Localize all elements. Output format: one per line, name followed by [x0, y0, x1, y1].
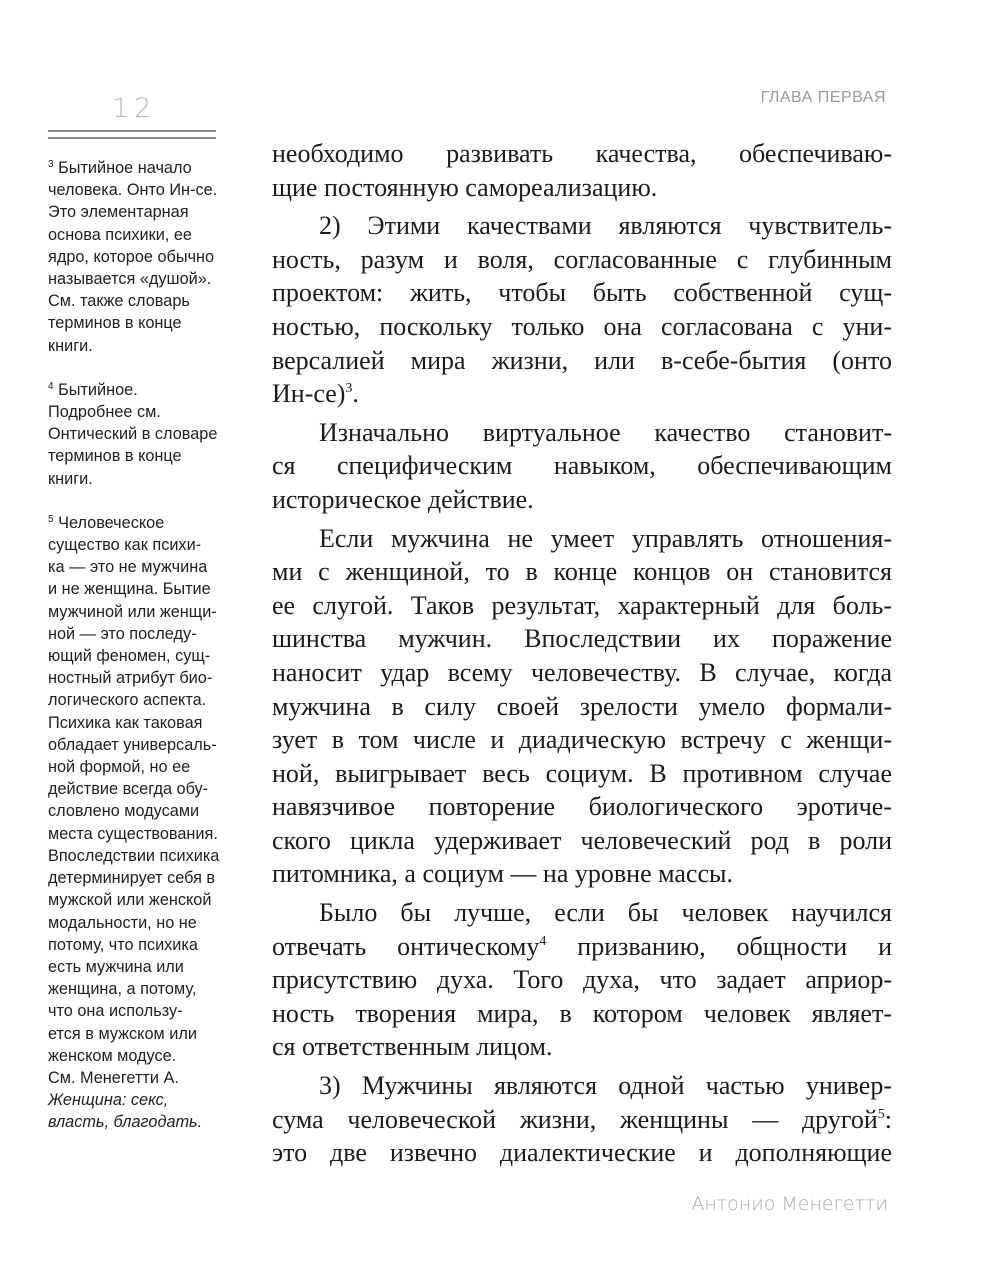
main-text — [272, 137, 892, 1175]
footnote-3: $^3$ Бытийное начало человека. Онто Ин-се. Это элементарная основа психики, ее ядро, которое обычно называется «душой». См. также словарь терминов в конце книги. — [48, 159, 218, 355]
footnote-5: $^5$ Человеческое существо как психи- ка — это не мужчина и не женщина. Бытие мужчиной или женщи- ной — это последу- ющий феномен, сущ- ностный атрибут био- логического аспекта. Психика как таковая обладает универсаль- ной формой, но ее действие всегда обу- словлено модусами места существования. Впоследствии психика детерминирует себя в мужской или женской модальности, но не потому, что психика есть мужчина или женщина, а потому, что она использу- ется в мужском или женском модусе. См. Менегетти А. Женщина: секс, власть, благодать. — [48, 513, 220, 1132]
footnote-ref: 4 — [539, 933, 547, 949]
footer-author: Антонио Менегетти — [691, 1193, 888, 1215]
page-number: 12 — [112, 93, 157, 124]
paragraph: Было бы лучше, если бы человек научился отвечать онтическому$^4$ призванию, общности и присутствию духа. Того духа, что задает априор- ность творения мира, в котором человек являет- ся ответственным лицом. — [272, 898, 892, 1062]
footnote-4: $^4$ Бытийное. Подробнее см. Онтический в словаре терминов в конце книги. — [48, 380, 218, 488]
footnote-marker: 3 — [48, 159, 54, 170]
paragraph: необходимо развивать качества, обеспечиваю- щие постоянную самореализацию. — [272, 139, 892, 202]
paragraph: 2) Этими качествами являются чувствитель- ность, разум и воля, согласованные с глубинным проектом: жить, чтобы быть собственной сущ- ностью, поскольку только она согласована с уни- версалией мира жизни, или в-себе-бытия (онто Ин-се)$^3$. — [272, 211, 892, 409]
header-rule-bottom — [48, 137, 216, 139]
footnote-marker: 4 — [48, 380, 54, 392]
footnote-marker: 5 — [48, 513, 54, 525]
chapter-title: ГЛАВА ПЕРВАЯ — [760, 89, 886, 106]
paragraph: 3) Мужчины являются одной частью универ- сума человеческой жизни, женщины — другой$^5$: это две извечно диалектические и дополняющие — [272, 1071, 892, 1168]
footnote-ref: 5 — [877, 1106, 885, 1122]
header-rule-top — [48, 130, 216, 132]
footnote-ref: 3 — [345, 381, 353, 397]
footnotes-column — [48, 157, 258, 1156]
paragraph: Изначально виртуальное качество становит- ся специфическим навыком, обеспечивающим историческое действие. — [272, 417, 892, 514]
paragraph: Если мужчина не умеет управлять отношения- ми с женщиной, то в конце концов он становится ее слугой. Таков результат, характерный для боль- шинства мужчин. Впоследствии их поражение наносит удар всему человечеству. В случае, когда мужчина в силу своей зрелости умело формали- зует в том числе и диадическую встречу с женщи- ной, выигрывает весь социум. В противном случае навязчивое повторение биологического эротиче- ского цикла удерживает человеческий род в роли питомника, а социум — на уровне массы. — [272, 523, 892, 889]
